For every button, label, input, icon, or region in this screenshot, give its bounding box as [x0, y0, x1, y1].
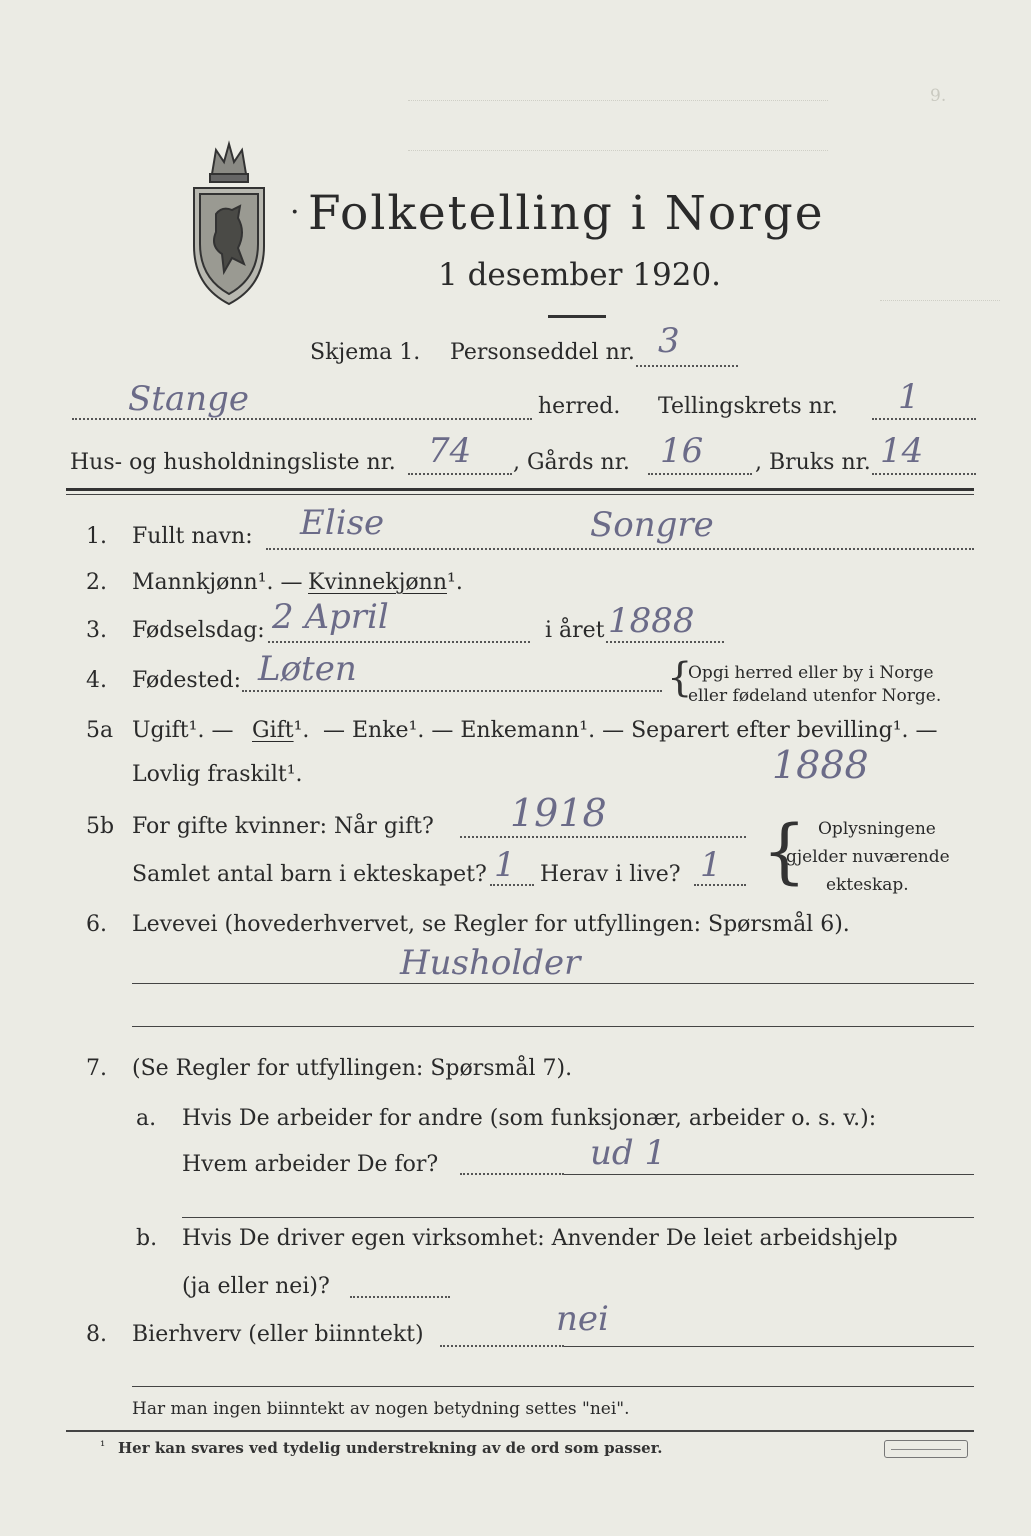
q3-value: 2 April [272, 597, 389, 637]
herred-value: Stange [128, 379, 250, 419]
gards-value: 16 [660, 431, 704, 471]
q6-label: Levevei (hovederhvervet, se Regler for utfyllingen: Spørsmål 6). [132, 912, 850, 937]
bruks-value: 14 [880, 431, 924, 471]
footnote-mark: ¹ [100, 1439, 106, 1454]
q1-number: 1. [86, 524, 107, 549]
q5b-children-value: 1 [494, 845, 516, 885]
q6-line-2 [132, 1026, 974, 1027]
printer-stamp [884, 1440, 968, 1458]
q7a-line [564, 1174, 974, 1175]
q2-male: Mannkjønn¹. — [132, 570, 303, 595]
gards-line [648, 473, 752, 475]
q4-note-1: Opgi herred eller by i Norge [688, 663, 934, 683]
q4-label: Fødested: [132, 668, 242, 693]
q7a-letter: a. [136, 1106, 157, 1131]
q6-value: Husholder [400, 943, 581, 983]
skjema-label: Skjema 1. [310, 340, 421, 365]
section-rule-top-thin [66, 494, 974, 495]
q5b-alive-label: Herav i live? [540, 862, 681, 887]
personseddel-line [636, 365, 738, 367]
title-rule [548, 315, 606, 318]
q1-last-name: Songre [590, 505, 714, 545]
q5b-brace: { [762, 810, 807, 892]
personseddel-label: Personseddel nr. [450, 340, 635, 365]
q5b-number: 5b [86, 814, 115, 839]
q7a-sub: Hvem arbeider De for? [182, 1152, 439, 1177]
q4-note-2: eller fødeland utenfor Norge. [688, 686, 942, 706]
q2-female-label: Kvinnekjønn [308, 570, 447, 595]
q3-year-label: i året [545, 618, 605, 643]
q2-female: Kvinnekjønn¹. [308, 570, 463, 595]
form-title: Folketelling i Norge [308, 186, 825, 241]
q5b-note-2: gjelder nuværende [786, 847, 950, 867]
q7b-sub: (ja eller nei)? [182, 1274, 330, 1299]
q7a-line-dotted [460, 1173, 564, 1175]
q8-value: nei [556, 1299, 609, 1339]
q1-label: Fullt navn: [132, 524, 253, 549]
printer-stamp-mark [891, 1446, 961, 1450]
q5b-married-value: 1918 [510, 791, 607, 835]
q7a-line-2 [182, 1217, 974, 1218]
q4-value: Løten [258, 649, 357, 689]
footer-note: Har man ingen biinntekt av nogen betydning settes "nei". [132, 1399, 630, 1419]
q5a-line2: Lovlig fraskilt¹. [132, 762, 303, 787]
q8-line-2 [132, 1386, 974, 1387]
personseddel-value: 3 [658, 321, 680, 361]
coat-of-arms-icon [186, 136, 272, 308]
q5a-rest: — Enke¹. — Enkemann¹. — Separert efter bevilling¹. — [323, 718, 938, 743]
q6-line-1 [132, 983, 974, 984]
q7b-line [350, 1296, 450, 1298]
tellingskrets-line [872, 418, 976, 420]
bruks-line [872, 473, 976, 475]
q5a-gift-label: Gift [252, 718, 294, 743]
q5b-note-1: Oplysningene [818, 819, 936, 839]
q7-number: 7. [86, 1056, 107, 1081]
q7-label: (Se Regler for utfyllingen: Spørsmål 7). [132, 1056, 573, 1081]
bleed-through-line [880, 290, 1000, 301]
q7a-value: ud 1 [590, 1133, 667, 1173]
q5b-note-3: ekteskap. [826, 875, 909, 895]
q5a-ugift: Ugift¹. — [132, 718, 234, 743]
q8-line [564, 1346, 974, 1347]
q4-number: 4. [86, 668, 107, 693]
q5a-margin-note: 1888 [772, 743, 869, 787]
tellingskrets-value: 1 [898, 377, 920, 417]
bruks-label: , Bruks nr. [755, 450, 871, 475]
q5b-label: For gifte kvinner: Når gift? [132, 814, 434, 839]
bleed-through-line [408, 86, 828, 101]
form-date: 1 desember 1920. [438, 257, 722, 293]
bleed-through-line [408, 140, 828, 151]
q8-line-dotted [440, 1345, 564, 1347]
q5a-gift: Gift¹. [252, 718, 310, 743]
q8-label: Bierhverv (eller biinntekt) [132, 1322, 424, 1347]
hus-line [408, 473, 512, 475]
q4-brace: { [667, 655, 693, 701]
q7a-label: Hvis De arbeider for andre (som funksjonær, arbeider o. s. v.): [182, 1106, 877, 1131]
footnote: Her kan svares ved tydelig understrekning av de ord som passer. [118, 1439, 663, 1457]
herred-label: herred. [538, 394, 621, 419]
q1-first-name: Elise [300, 503, 385, 543]
q7b-letter: b. [136, 1226, 158, 1251]
q5b-married-line [460, 836, 746, 838]
q8-number: 8. [86, 1322, 107, 1347]
hus-value: 74 [428, 431, 472, 471]
q7b-label: Hvis De driver egen virksomhet: Anvender De leiet arbeidshjelp [182, 1226, 898, 1251]
gards-label: , Gårds nr. [513, 450, 630, 475]
bleed-through-text: 9. [930, 86, 947, 106]
title-dot: · [290, 195, 300, 230]
q3-label: Fødselsdag: [132, 618, 265, 643]
q4-line [242, 690, 662, 692]
footer-rule [66, 1430, 974, 1432]
q3-year-line [606, 641, 724, 643]
q3-year-value: 1888 [608, 601, 695, 641]
q5b-children-label: Samlet antal barn i ekteskapet? [132, 862, 487, 887]
q3-number: 3. [86, 618, 107, 643]
q3-line [268, 641, 530, 643]
hus-label: Hus- og husholdningsliste nr. [70, 450, 396, 475]
q5b-alive-value: 1 [700, 845, 722, 885]
q1-line [266, 548, 974, 550]
section-rule-top [66, 488, 974, 491]
q2-number: 2. [86, 570, 107, 595]
tellingskrets-label: Tellingskrets nr. [658, 394, 838, 419]
q5a-number: 5a [86, 718, 114, 743]
q6-number: 6. [86, 912, 107, 937]
